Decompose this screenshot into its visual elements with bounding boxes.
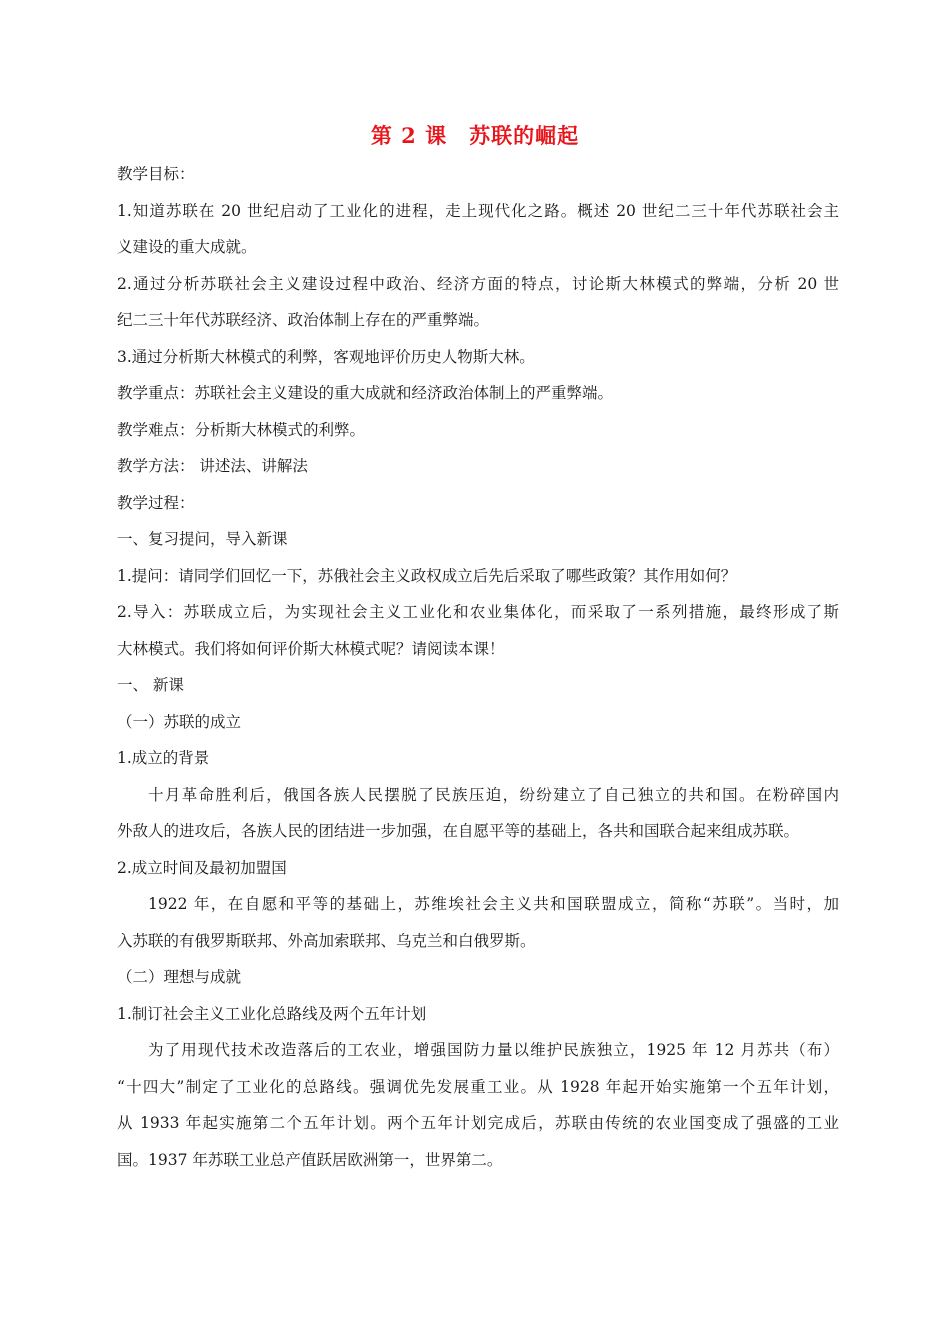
objective-3: 3.通过分析斯大林模式的利弊，客观地评价历史人物斯大林。: [117, 347, 535, 366]
question-line: 1.提问：请同学们回忆一下，苏俄社会主义政权成立后先后采取了哪些政策？其作用如何？: [117, 566, 737, 585]
founding-heading: 2.成立时间及最初加盟国: [117, 858, 287, 877]
objective-1-line-1: 1.知道苏联在 20 世纪启动了工业化的进程，走上现代化之路。概述 20 世纪二三十年代苏联社会主: [117, 201, 839, 220]
introduction-line-2: 大林模式。我们将如何评价斯大林模式呢？请阅读本课！: [117, 639, 505, 658]
background-paragraph-line-1: 十月革命胜利后，俄国各族人民摆脱了民族压迫，纷纷建立了自己独立的共和国。在粉碎国内: [148, 785, 839, 804]
part-1-heading: 一、复习提问，导入新课: [117, 530, 288, 548]
background-heading: 1.成立的背景: [117, 749, 210, 767]
founding-paragraph-line-1: 1922 年，在自愿和平等的基础上，苏维埃社会主义共和国联盟成立，简称“苏联”。当时，加: [148, 895, 839, 913]
lesson-title: 第 2 课 苏联的崛起: [370, 123, 580, 148]
industrialization-paragraph-line-2: “十四大”制定了工业化的总路线。强调优先发展重工业。从 1928 年起开始实施第一个五年计划，: [117, 1077, 839, 1096]
objective-2-line-1: 2.通过分析苏联社会主义建设过程中政治、经济方面的特点，讨论斯大林模式的弊端，分析 20 世: [117, 274, 839, 293]
section-heading-process: 教学过程：: [117, 493, 195, 512]
part-2-heading: 一、 新课: [117, 676, 184, 694]
industrialization-paragraph-line-4: 国。1937 年苏联工业总产值跃居欧洲第一，世界第二。: [117, 1150, 503, 1169]
lesson-body: [117, 156, 839, 1178]
industrialization-paragraph-line-3: 从 1933 年起实施第二个五年计划。两个五年计划完成后，苏联由传统的农业国变成了强盛的工业: [117, 1114, 839, 1132]
objective-1-line-2: 义建设的重大成就。: [117, 238, 257, 256]
industrialization-heading: 1.制订社会主义工业化总路线及两个五年计划: [117, 1004, 427, 1023]
subsection-1-heading: （一）苏联的成立: [117, 712, 242, 731]
subsection-2-heading: （二）理想与成就: [117, 968, 242, 986]
introduction-line-1: 2.导入：苏联成立后，为实现社会主义工业化和农业集体化，而采取了一系列措施，最终形成了斯: [117, 603, 839, 621]
difficult-points: 教学难点：分析斯大林模式的利弊。: [117, 420, 366, 439]
background-paragraph-line-2: 外敌人的进攻后，各族人民的团结进一步加强，在自愿平等的基础上，各共和国联合起来组成苏联。: [117, 822, 800, 840]
teaching-methods: 教学方法： 讲述法、讲解法: [117, 457, 308, 475]
objective-2-line-2: 纪二三十年代苏联经济、政治体制上存在的严重弊端。: [117, 311, 490, 329]
key-points: 教学重点：苏联社会主义建设的重大成就和经济政治体制上的严重弊端。: [117, 384, 614, 402]
section-heading-objectives: 教学目标：: [117, 165, 195, 183]
founding-paragraph-line-2: 入苏联的有俄罗斯联邦、外高加索联邦、乌克兰和白俄罗斯。: [117, 931, 536, 950]
industrialization-paragraph-line-1: 为了用现代技术改造落后的工农业，增强国防力量以维护民族独立，1925 年 12 月苏共（布）: [148, 1041, 839, 1059]
